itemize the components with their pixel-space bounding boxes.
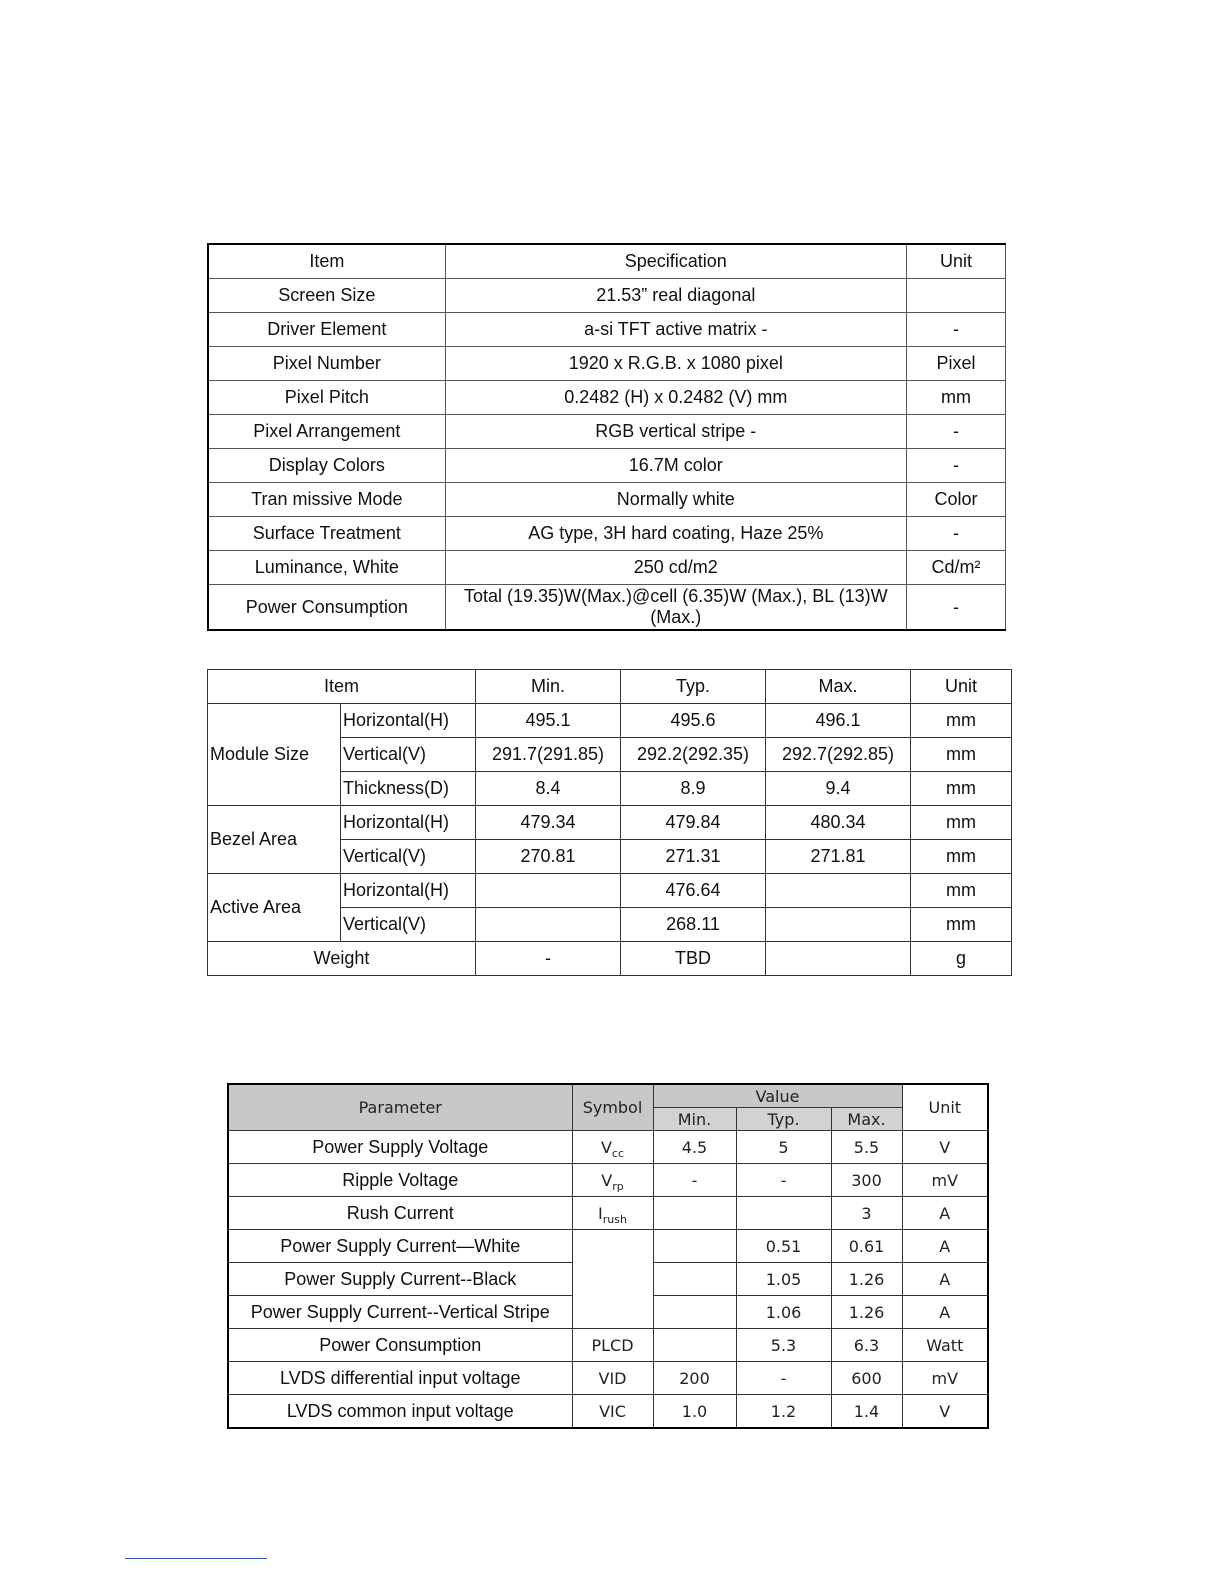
unit-cell: mm [911,806,1012,840]
unit-cell: mm [911,840,1012,874]
header-unit: Unit [902,1084,988,1131]
header-specification: Specification [445,244,906,279]
table-row [208,347,1006,381]
max-cell: 3 [831,1197,902,1230]
unit-cell [906,279,1005,313]
unit-cell: - [906,449,1005,483]
sub-item-cell: Thickness(D) [341,772,476,806]
min-cell [653,1329,736,1362]
unit-cell: Pixel [906,347,1005,381]
max-cell: 600 [831,1362,902,1395]
max-cell: 496.1 [766,704,911,738]
min-cell: 270.81 [476,840,621,874]
min-cell [476,874,621,908]
min-cell [476,908,621,942]
item-cell: Pixel Number [208,347,445,381]
typ-cell: 268.11 [621,908,766,942]
typ-cell: 476.64 [621,874,766,908]
max-cell: 480.34 [766,806,911,840]
spec-cell: 16.7M color [445,449,906,483]
sub-item-cell: Horizontal(H) [341,704,476,738]
table-row [208,551,1006,585]
table-row [208,415,1006,449]
table-row [208,874,1012,908]
typ-cell: 271.31 [621,840,766,874]
typ-cell: 1.05 [736,1263,831,1296]
unit-cell: - [906,517,1005,551]
unit-cell: mm [911,908,1012,942]
typ-cell: 1.2 [736,1395,831,1429]
header-symbol: Symbol [572,1084,653,1131]
table-row [228,1197,988,1230]
table-row [208,279,1006,313]
symbol-cell [572,1131,653,1164]
max-cell: 1.4 [831,1395,902,1429]
unit-cell: Color [906,483,1005,517]
spec-table [207,243,1006,631]
spec-cell: a-si TFT active matrix - [445,313,906,347]
min-cell: 4.5 [653,1131,736,1164]
spec-cell: 1920 x R.G.B. x 1080 pixel [445,347,906,381]
min-cell: - [476,942,621,976]
sub-item-cell: Vertical(V) [341,738,476,772]
max-cell: 271.81 [766,840,911,874]
symbol-subscript: rp [612,1179,624,1193]
item-cell: Pixel Arrangement [208,415,445,449]
spec-cell: AG type, 3H hard coating, Haze 25% [445,517,906,551]
max-cell: 292.7(292.85) [766,738,911,772]
table-row [228,1230,988,1263]
table-row [228,1131,988,1164]
unit-cell: mm [911,704,1012,738]
min-cell: 479.34 [476,806,621,840]
typ-cell: 0.51 [736,1230,831,1263]
symbol-base: V [601,1170,613,1190]
header-max: Max. [831,1108,902,1131]
table-row [228,1395,988,1429]
header-item: Item [208,244,445,279]
typ-cell: 5.3 [736,1329,831,1362]
header-typ: Typ. [736,1108,831,1131]
unit-cell: mm [911,874,1012,908]
table-row [228,1329,988,1362]
typ-cell: TBD [621,942,766,976]
electrical-table [227,1083,989,1429]
table-row [208,517,1006,551]
header-max: Max. [766,670,911,704]
max-cell: 1.26 [831,1296,902,1329]
symbol-subscript: rush [602,1212,627,1226]
footnote-divider [125,1558,267,1559]
typ-cell: 5 [736,1131,831,1164]
typ-cell [736,1197,831,1230]
table-row [208,585,1006,631]
header-unit: Unit [906,244,1005,279]
min-cell [653,1296,736,1329]
min-cell: 291.7(291.85) [476,738,621,772]
parameter-cell: Power Supply Current—White [228,1230,572,1263]
header-item: Item [208,670,476,704]
max-cell: 9.4 [766,772,911,806]
parameter-cell: Power Consumption [228,1329,572,1362]
unit-cell: - [906,313,1005,347]
dimension-table [207,669,1012,976]
max-cell [766,942,911,976]
symbol-cell: VIC [572,1395,653,1429]
symbol-base: V [600,1137,612,1157]
parameter-cell: LVDS common input voltage [228,1395,572,1429]
parameter-cell: Power Supply Current--Vertical Stripe [228,1296,572,1329]
group-label: Active Area [208,874,341,942]
typ-cell: - [736,1164,831,1197]
symbol-cell [572,1197,653,1230]
symbol-subscript: cc [611,1146,625,1160]
group-label: Bezel Area [208,806,341,874]
parameter-cell: Power Supply Voltage [228,1131,572,1164]
item-cell: Display Colors [208,449,445,483]
unit-cell: V [902,1395,988,1429]
unit-cell: g [911,942,1012,976]
min-cell: 200 [653,1362,736,1395]
header-parameter: Parameter [228,1084,572,1131]
weight-label: Weight [208,942,476,976]
symbol-base: I [598,1203,603,1223]
max-cell: 300 [831,1164,902,1197]
table-row [228,1362,988,1395]
item-cell: Tran missive Mode [208,483,445,517]
group-label: Module Size [208,704,341,806]
unit-cell: A [902,1230,988,1263]
spec-cell: 0.2482 (H) x 0.2482 (V) mm [445,381,906,415]
unit-cell: mV [902,1362,988,1395]
typ-cell: 1.06 [736,1296,831,1329]
sub-item-cell: Horizontal(H) [341,874,476,908]
sub-item-cell: Horizontal(H) [341,806,476,840]
max-cell: 5.5 [831,1131,902,1164]
unit-cell: Cd/m² [906,551,1005,585]
parameter-cell: Ripple Voltage [228,1164,572,1197]
item-cell: Surface Treatment [208,517,445,551]
spec-cell: Normally white [445,483,906,517]
min-cell: 8.4 [476,772,621,806]
table-row [208,483,1006,517]
spec-cell: 250 cd/m2 [445,551,906,585]
header-typ: Typ. [621,670,766,704]
max-cell: 0.61 [831,1230,902,1263]
unit-cell: A [902,1263,988,1296]
item-cell: Power Consumption [208,585,445,631]
max-cell: 6.3 [831,1329,902,1362]
min-cell [653,1263,736,1296]
item-cell: Screen Size [208,279,445,313]
unit-cell: - [906,415,1005,449]
typ-cell: 8.9 [621,772,766,806]
typ-cell: 479.84 [621,806,766,840]
unit-cell: V [902,1131,988,1164]
parameter-cell: LVDS differential input voltage [228,1362,572,1395]
item-cell: Driver Element [208,313,445,347]
min-cell [653,1197,736,1230]
min-cell: 1.0 [653,1395,736,1429]
unit-cell: - [906,585,1005,631]
typ-cell: 495.6 [621,704,766,738]
parameter-cell: Rush Current [228,1197,572,1230]
header-min: Min. [653,1108,736,1131]
table-header-row [208,244,1006,279]
unit-cell: A [902,1197,988,1230]
symbol-cell: PLCD [572,1329,653,1362]
typ-cell: 292.2(292.35) [621,738,766,772]
unit-cell: mm [906,381,1005,415]
header-min: Min. [476,670,621,704]
table-row [208,806,1012,840]
unit-cell: mm [911,772,1012,806]
spec-cell: Total (19.35)W(Max.)@cell (6.35)W (Max.), BL (13)W (Max.) [445,585,906,631]
header-unit: Unit [911,670,1012,704]
sub-item-cell: Vertical(V) [341,908,476,942]
symbol-cell: VID [572,1362,653,1395]
unit-cell: mV [902,1164,988,1197]
unit-cell: A [902,1296,988,1329]
header-value: Value [653,1084,902,1108]
unit-cell: mm [911,738,1012,772]
table-row [208,449,1006,483]
spec-cell: RGB vertical stripe - [445,415,906,449]
symbol-cell [572,1164,653,1197]
max-cell [766,908,911,942]
parameter-cell: Power Supply Current--Black [228,1263,572,1296]
min-cell [653,1230,736,1263]
table-header-row [228,1084,988,1108]
table-row [228,1164,988,1197]
min-cell: 495.1 [476,704,621,738]
table-row [208,942,1012,976]
max-cell [766,874,911,908]
sub-item-cell: Vertical(V) [341,840,476,874]
item-cell: Luminance, White [208,551,445,585]
symbol-cell [572,1230,653,1329]
table-row [208,381,1006,415]
spec-cell: 21.53” real diagonal [445,279,906,313]
typ-cell: - [736,1362,831,1395]
item-cell: Pixel Pitch [208,381,445,415]
unit-cell: Watt [902,1329,988,1362]
table-header-row [208,670,1012,704]
min-cell: - [653,1164,736,1197]
max-cell: 1.26 [831,1263,902,1296]
table-row [208,704,1012,738]
table-row [208,313,1006,347]
